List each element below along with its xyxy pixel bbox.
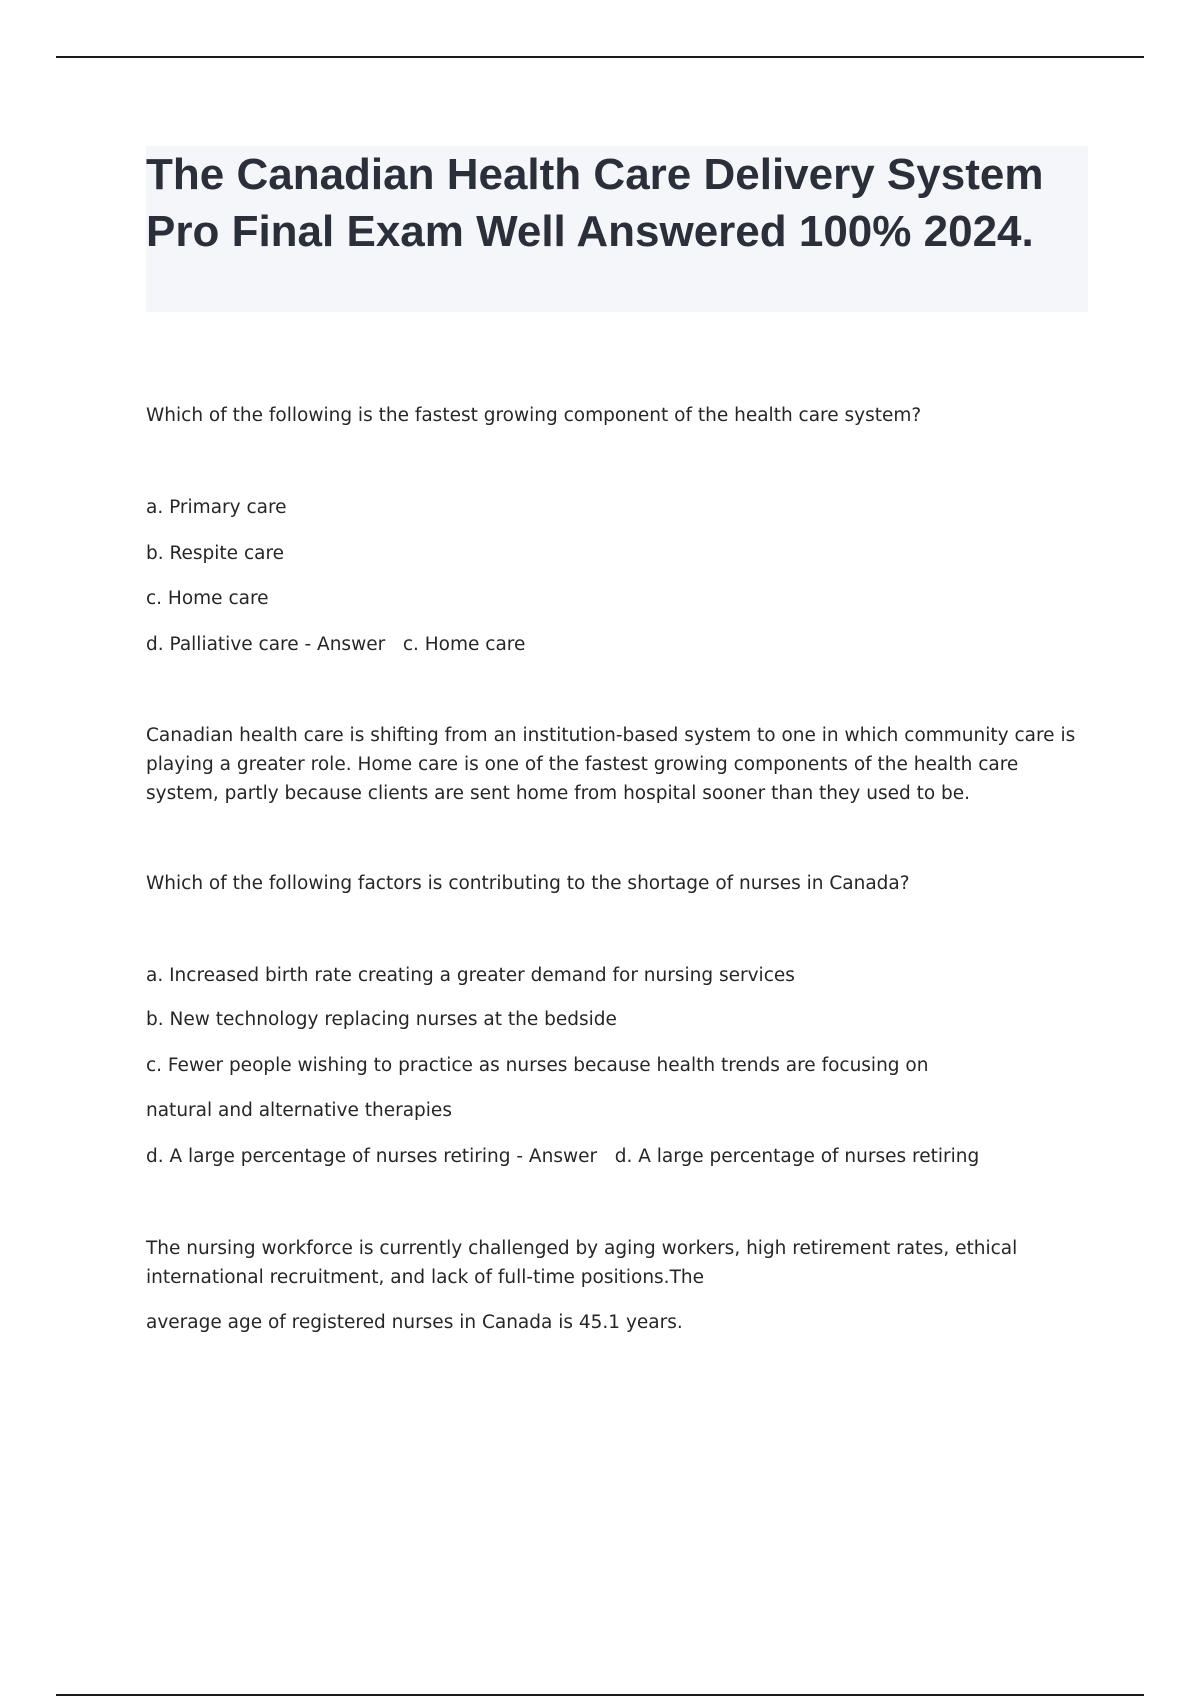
question-1-option-b: b. Respite care xyxy=(146,543,285,564)
bottom-rule xyxy=(56,1694,1144,1696)
title-banner xyxy=(146,146,1088,312)
question-2-option-b: b. New technology replacing nurses at the bedside xyxy=(146,1009,617,1030)
question-1-explanation: Canadian health care is shifting from an institution-based system to one in which community care is playing a greater role. Home care is one of the fastest growing components of the health care system, partly because clients are sent home from hospital sooner than they used to be. xyxy=(146,725,1076,804)
question-2-explanation-continued: average age of registered nurses in Canada is 45.1 years. xyxy=(146,1312,683,1333)
question-2-explanation: The nursing workforce is currently challenged by aging workers, high retirement rates, ethical international recruitment, and lack of full-time positions.The xyxy=(146,1238,1018,1288)
question-1-option-a: a. Primary care xyxy=(146,497,287,518)
question-2-option-d-answer: d. A large percentage of nurses retiring - Answer d. A large percentage of nurses retiring xyxy=(146,1146,980,1167)
question-2-option-a: a. Increased birth rate creating a greater demand for nursing services xyxy=(146,965,795,986)
top-rule xyxy=(56,56,1144,58)
question-1-option-c: c. Home care xyxy=(146,588,269,609)
document-title: The Canadian Health Care Delivery System Pro Final Exam Well Answered 100% 2024. xyxy=(146,150,1068,256)
question-1-option-d-answer: d. Palliative care - Answer c. Home care xyxy=(146,634,526,655)
question-2-option-c-continued: natural and alternative therapies xyxy=(146,1100,452,1121)
question-2-text: Which of the following factors is contributing to the shortage of nurses in Canada? xyxy=(146,873,910,894)
question-1-text: Which of the following is the fastest growing component of the health care system? xyxy=(146,405,922,426)
question-2-option-c: c. Fewer people wishing to practice as nurses because health trends are focusing on xyxy=(146,1055,929,1076)
